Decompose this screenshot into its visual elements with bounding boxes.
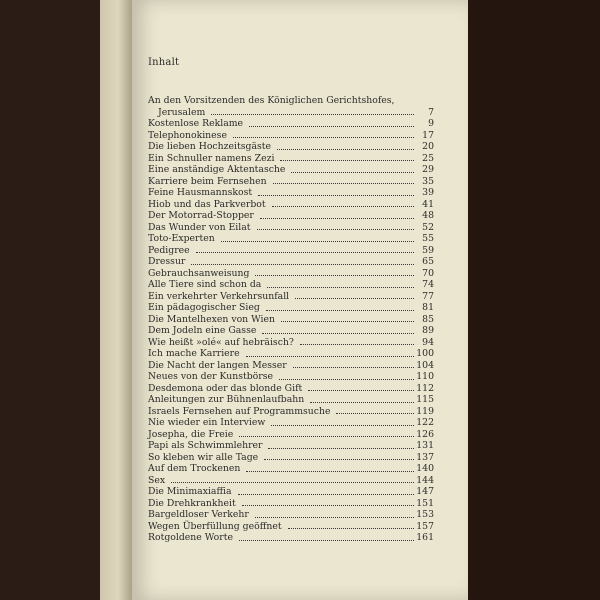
dot-leader xyxy=(273,182,414,184)
toc-entry-title: Papi als Schwimmlehrer xyxy=(148,440,263,451)
dot-leader xyxy=(288,527,414,529)
toc-entry-title: Die Mantelhexen von Wien xyxy=(148,313,275,325)
toc-entry xyxy=(148,210,434,222)
toc-entry xyxy=(148,222,434,234)
toc-entry-title: Karriere beim Fernsehen xyxy=(148,175,267,187)
toc-entry-page: 17 xyxy=(422,129,434,141)
toc-entry-title: Alle Tiere sind schon da xyxy=(148,279,262,290)
toc-entry xyxy=(148,291,434,303)
toc-entry xyxy=(148,498,434,510)
toc-entry xyxy=(148,486,434,498)
toc-entry-page: 39 xyxy=(422,187,434,198)
dot-leader xyxy=(310,401,414,403)
dot-leader xyxy=(257,228,414,230)
toc-entry-page: 94 xyxy=(422,336,434,348)
dot-leader xyxy=(171,481,414,483)
toc-entry xyxy=(148,245,434,257)
toc-entry-page: 147 xyxy=(416,486,434,497)
toc-entry-page: 140 xyxy=(416,463,434,474)
toc-entry-title: Der Motorrad-Stopper xyxy=(148,210,254,221)
toc-entry-title: Auf dem Trockenen xyxy=(148,463,241,474)
toc-entry xyxy=(148,279,434,291)
toc-entry-page: 77 xyxy=(422,290,434,302)
toc-entry-title: Pedigree xyxy=(148,244,190,256)
dot-leader xyxy=(295,297,414,299)
toc-entry xyxy=(148,199,434,211)
dot-leader xyxy=(291,171,414,173)
toc-entry-page: 144 xyxy=(416,474,434,486)
toc-entry-page: 65 xyxy=(422,256,434,267)
toc-entry xyxy=(148,532,434,544)
toc-entry-page: 151 xyxy=(416,497,434,509)
dot-leader xyxy=(260,217,414,219)
toc-entry-page: 126 xyxy=(416,428,434,440)
toc-entry-title: Anleitungen zur Bühnenlaufbahn xyxy=(148,394,305,405)
toc-entry xyxy=(148,452,434,464)
dot-leader xyxy=(277,148,414,150)
dot-leader xyxy=(300,343,414,345)
toc-entry-page: 110 xyxy=(416,371,434,382)
dot-leader xyxy=(238,493,414,495)
toc-entry xyxy=(148,383,434,395)
toc-entry xyxy=(148,107,434,119)
toc-entry xyxy=(148,429,434,441)
toc-entry xyxy=(148,153,434,165)
toc-entry xyxy=(148,406,434,418)
toc-entry-title: Telephonokinese xyxy=(148,129,227,141)
dot-leader xyxy=(279,378,414,380)
toc-entry-title: Dem Jodeln eine Gasse xyxy=(148,325,257,336)
toc-entry xyxy=(148,475,434,487)
toc-entry-page: 122 xyxy=(416,417,434,428)
toc-entry-title: Dressur xyxy=(148,256,186,267)
toc-entry-page: 59 xyxy=(422,244,434,256)
toc-entry xyxy=(148,233,434,245)
toc-entry-page: 137 xyxy=(416,451,434,463)
dot-leader xyxy=(266,309,414,311)
toc-entry-title: Neues von der Kunstbörse xyxy=(148,371,273,382)
toc-entry xyxy=(148,268,434,280)
toc-entry-page: 119 xyxy=(416,405,434,417)
dot-leader xyxy=(264,458,414,460)
toc-entry xyxy=(148,371,434,383)
toc-entry-page: 81 xyxy=(422,302,434,313)
dot-leader xyxy=(255,516,414,518)
toc-entry-page: 29 xyxy=(422,164,434,175)
toc-entry-title: Wie heißt »olé« auf hebräisch? xyxy=(148,336,294,348)
toc-entry-page: 89 xyxy=(422,325,434,336)
toc-entry-title: Gebrauchsanweisung xyxy=(148,267,250,279)
dot-leader xyxy=(336,412,414,414)
toc-entry-title: Ein Schnuller namens Zezi xyxy=(148,152,275,164)
toc-entry xyxy=(148,360,434,372)
dot-leader xyxy=(191,263,414,265)
toc-entry-page: 35 xyxy=(422,175,434,187)
toc-entry-page: 153 xyxy=(416,509,434,520)
dot-leader xyxy=(221,240,414,242)
toc-entry-title: Toto-Experten xyxy=(148,233,215,244)
toc-entry-page: 115 xyxy=(416,394,434,405)
dot-leader xyxy=(293,366,414,368)
toc-entry-title: Kostenlose Reklame xyxy=(148,118,244,129)
toc-entry-page: 100 xyxy=(416,348,434,359)
toc-entry-title: Ein pädagogischer Sieg xyxy=(148,302,260,313)
toc-entry-page: 85 xyxy=(422,313,434,325)
toc-entry xyxy=(148,440,434,452)
toc-entry-title: Bargeldloser Verkehr xyxy=(148,509,249,520)
dot-leader xyxy=(262,332,414,334)
toc-entry-title: So kleben wir alle Tage xyxy=(148,451,259,463)
toc-entry-page: 52 xyxy=(422,221,434,233)
toc-entry-title: Rotgoldene Worte xyxy=(148,532,233,543)
toc-entry xyxy=(148,95,434,107)
toc-entry xyxy=(148,337,434,349)
toc-entry-title: Ich mache Karriere xyxy=(148,348,240,359)
dot-leader xyxy=(239,539,414,541)
toc-entry xyxy=(148,417,434,429)
dot-leader xyxy=(308,389,414,391)
toc-entry-title: Die Drehkrankheit xyxy=(148,497,236,509)
toc-entry-page: 161 xyxy=(416,532,434,543)
toc-entry xyxy=(148,348,434,360)
toc-entry-page: 131 xyxy=(416,440,434,451)
toc-entry-title: Eine anständige Aktentasche xyxy=(148,164,286,175)
dot-leader xyxy=(233,136,414,138)
toc-entry-page: 74 xyxy=(422,279,434,290)
toc-entry xyxy=(148,130,434,142)
toc-entry xyxy=(148,302,434,314)
toc-entry-title: An den Vorsitzenden des Königlichen Gerichtshofes, xyxy=(148,95,395,106)
dot-leader xyxy=(255,274,414,276)
toc-entry-title: Sex xyxy=(148,474,166,486)
background-shadow xyxy=(468,0,600,600)
toc-entry-title: Ein verkehrter Verkehrsunfall xyxy=(148,290,290,302)
toc-entry-page: 7 xyxy=(428,106,434,118)
toc-entry-title: Die Minimaxiaffia xyxy=(148,486,232,497)
toc-entry-page: 55 xyxy=(422,233,434,244)
toc-entry-title: Israels Fernsehen auf Programmsuche xyxy=(148,405,331,417)
toc-entry-page: 157 xyxy=(416,520,434,532)
toc-entry-page: 48 xyxy=(422,210,434,221)
toc-entry xyxy=(148,521,434,533)
toc-entry-title: Die lieben Hochzeitsgäste xyxy=(148,141,272,152)
dot-leader xyxy=(267,286,414,288)
table-of-contents xyxy=(148,95,434,544)
dot-leader xyxy=(272,205,414,207)
toc-entry xyxy=(148,118,434,130)
dot-leader xyxy=(258,194,414,196)
dot-leader xyxy=(196,251,414,253)
toc-heading: Inhalt xyxy=(148,57,180,68)
toc-entry-page: 9 xyxy=(428,118,434,129)
dot-leader xyxy=(271,424,414,426)
toc-entry-page: 112 xyxy=(416,382,434,394)
toc-entry-page: 104 xyxy=(416,359,434,371)
dot-leader xyxy=(246,355,414,357)
toc-entry-title: Hiob und das Parkverbot xyxy=(148,198,266,210)
toc-entry-title: Nie wieder ein Interview xyxy=(148,417,266,428)
toc-entry xyxy=(148,187,434,199)
toc-entry xyxy=(148,394,434,406)
toc-entry-title: Josepha, die Freie xyxy=(148,428,234,440)
toc-entry xyxy=(148,509,434,521)
toc-entry xyxy=(148,141,434,153)
toc-entry xyxy=(148,164,434,176)
toc-entry-title: Jerusalem xyxy=(158,106,206,118)
dot-leader xyxy=(280,159,414,161)
toc-entry xyxy=(148,314,434,326)
toc-entry-title: Das Wunder von Eilat xyxy=(148,221,251,233)
dot-leader xyxy=(281,320,414,322)
toc-entry-title: Die Nacht der langen Messer xyxy=(148,359,287,371)
dot-leader xyxy=(246,470,414,472)
toc-entry-page: 25 xyxy=(422,152,434,164)
toc-entry-page: 41 xyxy=(422,198,434,210)
toc-entry-title: Desdemona oder das blonde Gift xyxy=(148,382,303,394)
dot-leader xyxy=(268,447,414,449)
toc-entry xyxy=(148,256,434,268)
toc-entry-title: Feine Hausmannskost xyxy=(148,187,253,198)
dot-leader xyxy=(249,125,414,127)
dot-leader xyxy=(211,113,414,115)
dot-leader xyxy=(239,435,414,437)
toc-entry xyxy=(148,325,434,337)
toc-entry-page: 20 xyxy=(422,141,434,152)
toc-entry xyxy=(148,463,434,475)
dot-leader xyxy=(242,504,414,506)
toc-entry-page: 70 xyxy=(422,267,434,279)
toc-entry xyxy=(148,176,434,188)
toc-entry-title: Wegen Überfüllung geöffnet xyxy=(148,520,282,532)
